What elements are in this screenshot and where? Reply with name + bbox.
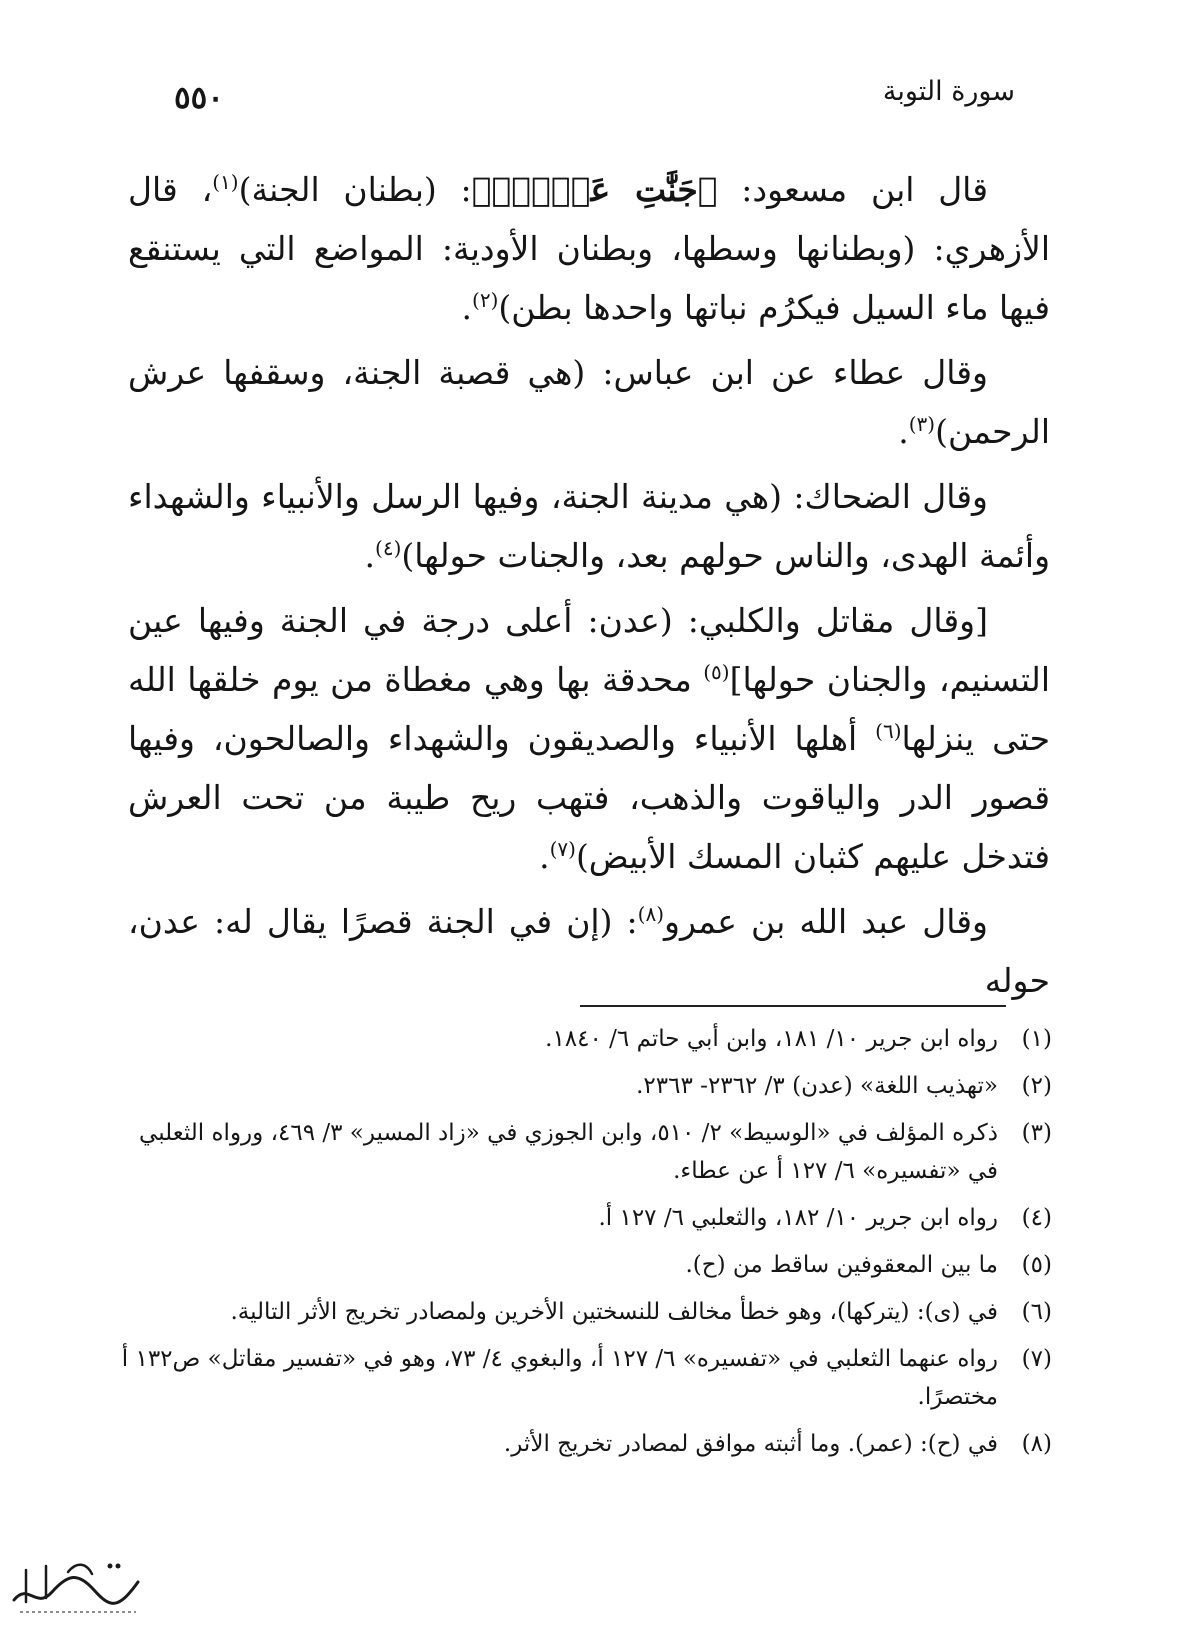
footnote-number: (١) <box>1021 1026 1052 1052</box>
paragraph-2 <box>128 343 1050 461</box>
page-number: ٥٥٠ <box>174 80 224 116</box>
footnote-ref-2[interactable]: (٢) <box>472 288 499 312</box>
footnote <box>118 1020 1052 1058</box>
footnote-text: «تهذيب اللغة» (عدن) ٣/ ٢٣٦٢- ٢٣٦٣. <box>636 1073 998 1099</box>
quran-quote: ﴿جَنَّٰتِ عَدۡنٍۚ﴾ <box>471 170 718 209</box>
p5-text-a: وقال عبد الله بن عمرو <box>664 902 988 941</box>
footnote-ref-3[interactable]: (٣) <box>908 412 936 436</box>
footnote-number: (٦) <box>1021 1299 1052 1325</box>
p5-text-b: : (إن في الجنة قصرًا يقال له: عدن، حوله <box>128 902 1050 1000</box>
footnote <box>118 1425 1052 1463</box>
footnote-ref-8[interactable]: (٨) <box>637 902 665 926</box>
p1-text-b: : (بطنان الجنة) <box>238 170 472 209</box>
page-header <box>140 70 1045 130</box>
footnote-text: في (ح): (عمر). وما أثبته موافق لمصادر تخريج الأثر. <box>503 1431 998 1457</box>
footnote-ref-4[interactable]: (٤) <box>375 536 402 560</box>
footnote-ref-5[interactable]: (٥) <box>703 660 730 684</box>
p3-text-a: وقال الضحاك: (هي مدينة الجنة، وفيها الرسل والأنبياء والشهداء وأئمة الهدى، والناس حولهم بعد، والجنات حولها) <box>128 477 1050 575</box>
footnote-text: في (ى): (يتركها)، وهو خطأ مخالف للنسختين الأخرين ولمصادر تخريج الأثر التالية. <box>230 1299 998 1325</box>
footnote-ref-7[interactable]: (٧) <box>549 837 576 861</box>
p4-text-c: أهلها الأنبياء والصديقون والشهداء والصالحون، وفيها قصور الدر والياقوت والذهب، فتهب ريح طيبة من تحت العرش فتدخل عليهم كثبان المسك الأبيض) <box>128 719 1050 876</box>
paragraph-5 <box>128 892 1050 1010</box>
footnote-ref-6[interactable]: (٦) <box>875 719 902 743</box>
footnote <box>118 1246 1052 1284</box>
footnote-number: (٤) <box>1021 1205 1052 1231</box>
p1-text-d: . <box>461 288 473 327</box>
p2-text-b: . <box>898 412 909 451</box>
footnote <box>118 1067 1052 1105</box>
p4-text-b: محدقة بها وهي مغطاة من يوم خلقها الله حتى ينزلها <box>128 660 1050 758</box>
paragraph-1 <box>128 160 1050 337</box>
footnote <box>118 1114 1052 1190</box>
main-text <box>128 160 1050 1016</box>
footnote-text: رواه ابن جرير ١٠/ ١٨٢، والثعلبي ٦/ ١٢٧ أ. <box>598 1205 998 1231</box>
footnote <box>118 1340 1052 1416</box>
footnote-text: ما بين المعقوفين ساقط من (ح). <box>685 1252 998 1278</box>
footnote-number: (٢) <box>1021 1073 1052 1099</box>
footnote <box>118 1293 1052 1331</box>
paragraph-3 <box>128 467 1050 585</box>
p1-text-a: قال ابن مسعود: <box>717 170 988 209</box>
footnotes <box>118 1020 1052 1472</box>
footnote-number: (٨) <box>1021 1431 1052 1457</box>
surah-title: سورة التوبة <box>882 76 1015 107</box>
p3-text-b: . <box>364 536 375 575</box>
publisher-logo-icon <box>6 1552 146 1622</box>
p1-text-c: ، قال الأزهري: (وبطنانها وسطها، وبطنان الأودية: المواضع التي يستنقع فيها ماء السيل فيكرُم نباتها واحدها بطن) <box>128 170 1050 327</box>
p4-text-d: . <box>539 837 550 876</box>
footnote <box>118 1199 1052 1237</box>
footnote-separator <box>580 1005 1006 1007</box>
footnote-text: رواه عنهما الثعلبي في «تفسيره» ٦/ ١٢٧ أ، والبغوي ٤/ ٧٣، وهو في «تفسير مقاتل» ص١٣٢ أ مختصرًا. <box>121 1346 998 1410</box>
footnote-number: (٥) <box>1021 1252 1052 1278</box>
footnote-number: (٧) <box>1021 1346 1052 1372</box>
paragraph-4 <box>128 591 1050 886</box>
p2-text-a: وقال عطاء عن ابن عباس: (هي قصبة الجنة، وسقفها عرش الرحمن) <box>128 353 1050 451</box>
footnote-text: رواه ابن جرير ١٠/ ١٨١، وابن أبي حاتم ٦/ ١٨٤٠. <box>545 1026 998 1052</box>
p4-text-a: [وقال مقاتل والكلبي: (عدن: أعلى درجة في الجنة وفيها عين التسنيم، والجنان حولها] <box>128 601 1051 699</box>
footnote-number: (٣) <box>1021 1120 1052 1146</box>
footnote-ref-1[interactable]: (١) <box>212 170 239 194</box>
footnote-text: ذكره المؤلف في «الوسيط» ٢/ ٥١٠، وابن الجوزي في «زاد المسير» ٣/ ٤٦٩، ورواه الثعلبي في «تفسيره» ٦/ ١٢٧ أ عن عطاء. <box>139 1120 998 1184</box>
